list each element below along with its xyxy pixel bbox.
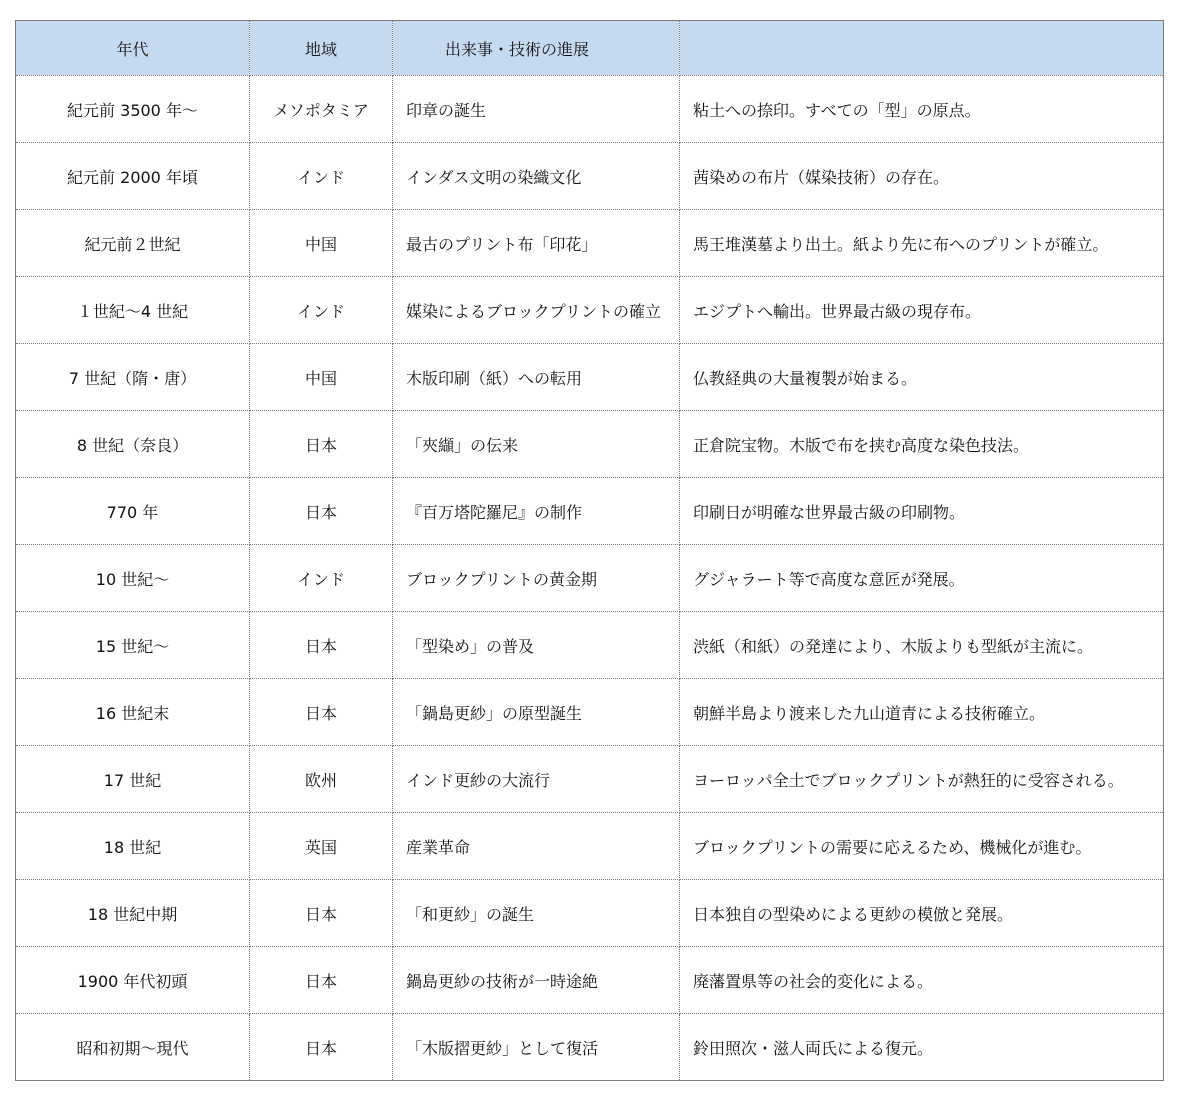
cell-region: 日本 xyxy=(250,880,393,947)
cell-event: 「型染め」の普及 xyxy=(393,612,680,679)
cell-note: 茜染めの布片（媒染技術）の存在。 xyxy=(680,143,1164,210)
cell-event: 「和更紗」の誕生 xyxy=(393,880,680,947)
cell-era: 770 年 xyxy=(16,478,250,545)
cell-note: 仏教経典の大量複製が始まる。 xyxy=(680,344,1164,411)
cell-region: 中国 xyxy=(250,210,393,277)
table-row xyxy=(16,746,1164,813)
cell-region: 日本 xyxy=(250,411,393,478)
cell-event: 媒染によるブロックプリントの確立 xyxy=(393,277,680,344)
table-row xyxy=(16,277,1164,344)
history-table xyxy=(15,20,1164,1081)
table-row xyxy=(16,143,1164,210)
cell-note: 朝鮮半島より渡来した九山道青による技術確立。 xyxy=(680,679,1164,746)
cell-region: 中国 xyxy=(250,344,393,411)
header-event: 出来事・技術の進展 xyxy=(393,21,680,76)
cell-region: 英国 xyxy=(250,813,393,880)
cell-event: 木版印刷（紙）への転用 xyxy=(393,344,680,411)
cell-era: 1900 年代初頭 xyxy=(16,947,250,1014)
cell-era: 昭和初期～現代 xyxy=(16,1014,250,1081)
cell-note: 粘土への捺印。すべての「型」の原点。 xyxy=(680,76,1164,143)
table-row xyxy=(16,1014,1164,1081)
cell-region: インド xyxy=(250,545,393,612)
table-row xyxy=(16,947,1164,1014)
cell-region: 日本 xyxy=(250,947,393,1014)
table-row xyxy=(16,76,1164,143)
cell-note: 日本独自の型染めによる更紗の模倣と発展。 xyxy=(680,880,1164,947)
cell-era: 紀元前 3500 年～ xyxy=(16,76,250,143)
cell-event: インダス文明の染織文化 xyxy=(393,143,680,210)
cell-note: エジプトへ輸出。世界最古級の現存布。 xyxy=(680,277,1164,344)
cell-event: 印章の誕生 xyxy=(393,76,680,143)
table-row xyxy=(16,880,1164,947)
cell-era: 16 世紀末 xyxy=(16,679,250,746)
table-header xyxy=(16,21,1164,76)
cell-note: ブロックプリントの需要に応えるため、機械化が進む。 xyxy=(680,813,1164,880)
cell-event: 産業革命 xyxy=(393,813,680,880)
cell-note: ヨーロッパ全土でブロックプリントが熱狂的に受容される。 xyxy=(680,746,1164,813)
cell-event: インド更紗の大流行 xyxy=(393,746,680,813)
cell-era: 15 世紀～ xyxy=(16,612,250,679)
table-row xyxy=(16,344,1164,411)
header-note xyxy=(680,21,1164,76)
cell-region: メソポタミア xyxy=(250,76,393,143)
cell-event: 『百万塔陀羅尼』の制作 xyxy=(393,478,680,545)
header-era: 年代 xyxy=(16,21,250,76)
cell-era: 18 世紀中期 xyxy=(16,880,250,947)
table-row xyxy=(16,210,1164,277)
cell-note: 馬王堆漢墓より出土。紙より先に布へのプリントが確立。 xyxy=(680,210,1164,277)
cell-era: 紀元前２世紀 xyxy=(16,210,250,277)
cell-note: 渋紙（和紙）の発達により、木版よりも型紙が主流に。 xyxy=(680,612,1164,679)
cell-region: 日本 xyxy=(250,1014,393,1081)
cell-region: インド xyxy=(250,277,393,344)
cell-note: グジャラート等で高度な意匠が発展。 xyxy=(680,545,1164,612)
cell-region: 日本 xyxy=(250,478,393,545)
cell-note: 印刷日が明確な世界最古級の印刷物。 xyxy=(680,478,1164,545)
table-row xyxy=(16,411,1164,478)
cell-event: 「木版摺更紗」として復活 xyxy=(393,1014,680,1081)
cell-event: 最古のプリント布「印花」 xyxy=(393,210,680,277)
table-body xyxy=(16,76,1164,1081)
history-table-container xyxy=(15,20,1163,1081)
cell-region: 日本 xyxy=(250,612,393,679)
cell-event: ブロックプリントの黄金期 xyxy=(393,545,680,612)
table-row xyxy=(16,478,1164,545)
cell-event: 鍋島更紗の技術が一時途絶 xyxy=(393,947,680,1014)
cell-region: 日本 xyxy=(250,679,393,746)
table-row xyxy=(16,612,1164,679)
cell-event: 「夾纈」の伝来 xyxy=(393,411,680,478)
cell-era: 18 世紀 xyxy=(16,813,250,880)
cell-event: 「鍋島更紗」の原型誕生 xyxy=(393,679,680,746)
table-row xyxy=(16,679,1164,746)
cell-era: 8 世紀（奈良） xyxy=(16,411,250,478)
cell-region: インド xyxy=(250,143,393,210)
cell-era: 17 世紀 xyxy=(16,746,250,813)
cell-era: 7 世紀（隋・唐） xyxy=(16,344,250,411)
cell-note: 廃藩置県等の社会的変化による。 xyxy=(680,947,1164,1014)
table-row xyxy=(16,813,1164,880)
cell-era: １世紀～4 世紀 xyxy=(16,277,250,344)
header-region: 地域 xyxy=(250,21,393,76)
header-row xyxy=(16,21,1164,76)
cell-note: 鈴田照次・滋人両氏による復元。 xyxy=(680,1014,1164,1081)
cell-era: 紀元前 2000 年頃 xyxy=(16,143,250,210)
cell-note: 正倉院宝物。木版で布を挟む高度な染色技法。 xyxy=(680,411,1164,478)
cell-region: 欧州 xyxy=(250,746,393,813)
table-row xyxy=(16,545,1164,612)
cell-era: 10 世紀～ xyxy=(16,545,250,612)
